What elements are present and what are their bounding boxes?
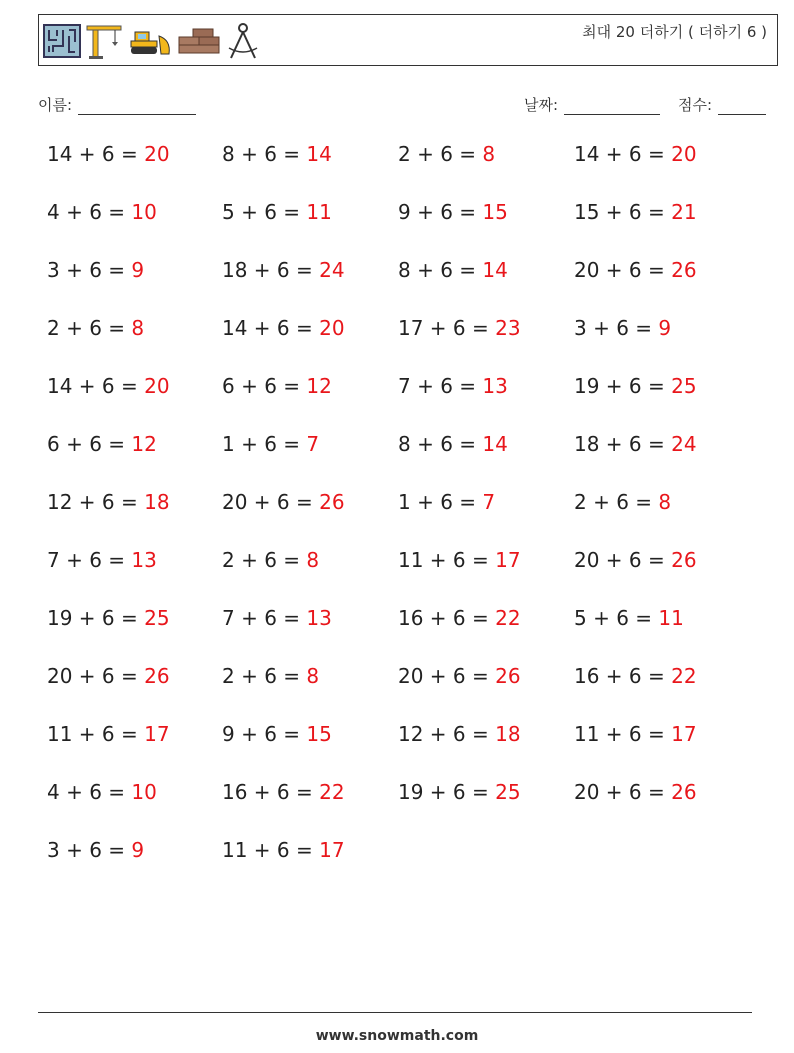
problem-answer: 9 [658, 316, 672, 340]
crane-icon [85, 22, 125, 60]
problem-question: 16 + 6 = [222, 780, 320, 804]
problem-item [47, 142, 170, 166]
problem-question: 8 + 6 = [398, 432, 483, 456]
name-blank [78, 98, 196, 115]
problem-item [222, 722, 332, 746]
problem-item [398, 374, 508, 398]
problem-item [574, 664, 697, 688]
problem-question: 15 + 6 = [574, 200, 672, 224]
problem-question: 1 + 6 = [398, 490, 483, 514]
problem-answer: 15 [306, 722, 332, 746]
bricks-icon [177, 27, 221, 55]
problem-item [222, 200, 332, 224]
problem-question: 11 + 6 = [47, 722, 145, 746]
problem-item [574, 780, 697, 804]
problem-answer: 8 [306, 664, 320, 688]
worksheet-title: 최대 20 더하기 ( 더하기 6 ) [582, 23, 767, 41]
score-label: 점수: [678, 96, 713, 114]
problem-question: 4 + 6 = [47, 780, 132, 804]
problem-item [574, 258, 697, 282]
problem-question: 5 + 6 = [222, 200, 307, 224]
problem-item [47, 838, 144, 862]
problem-question: 14 + 6 = [47, 374, 145, 398]
problem-item [222, 490, 345, 514]
problem-question: 17 + 6 = [398, 316, 496, 340]
problem-question: 20 + 6 = [574, 258, 672, 282]
worksheet-header [38, 14, 778, 66]
problem-answer: 22 [319, 780, 345, 804]
problem-item [47, 780, 157, 804]
problem-question: 2 + 6 = [398, 142, 483, 166]
problem-question: 7 + 6 = [222, 606, 307, 630]
problem-question: 2 + 6 = [222, 548, 307, 572]
score-blank [718, 98, 766, 115]
problem-item [222, 664, 319, 688]
problem-answer: 26 [671, 548, 697, 572]
problem-answer: 10 [131, 780, 157, 804]
problem-item [47, 606, 170, 630]
problem-question: 20 + 6 = [47, 664, 145, 688]
problem-question: 19 + 6 = [47, 606, 145, 630]
problem-question: 5 + 6 = [574, 606, 659, 630]
problem-item [398, 490, 495, 514]
problem-item [398, 200, 508, 224]
problem-item [574, 200, 697, 224]
problem-answer: 8 [306, 548, 320, 572]
problem-item [398, 142, 495, 166]
problem-question: 7 + 6 = [398, 374, 483, 398]
problem-answer: 8 [131, 316, 145, 340]
problem-item [47, 316, 144, 340]
problem-answer: 25 [144, 606, 170, 630]
score-field [678, 94, 766, 115]
problem-answer: 18 [144, 490, 170, 514]
name-label: 이름: [38, 96, 73, 114]
problem-answer: 12 [131, 432, 157, 456]
problem-item [398, 432, 508, 456]
problem-question: 11 + 6 = [574, 722, 672, 746]
problem-answer: 17 [319, 838, 345, 862]
problem-question: 18 + 6 = [222, 258, 320, 282]
problem-question: 12 + 6 = [47, 490, 145, 514]
problem-question: 6 + 6 = [47, 432, 132, 456]
problem-item [398, 664, 521, 688]
problem-answer: 17 [495, 548, 521, 572]
problem-item [574, 490, 671, 514]
problem-question: 1 + 6 = [222, 432, 307, 456]
problem-item [222, 606, 332, 630]
problem-question: 7 + 6 = [47, 548, 132, 572]
problem-answer: 13 [306, 606, 332, 630]
problem-answer: 21 [671, 200, 697, 224]
problem-question: 2 + 6 = [222, 664, 307, 688]
problem-answer: 13 [131, 548, 157, 572]
header-icons [43, 21, 261, 61]
problem-answer: 17 [671, 722, 697, 746]
problem-answer: 26 [144, 664, 170, 688]
problem-answer: 22 [495, 606, 521, 630]
problem-item [222, 142, 332, 166]
footer-website: www.snowmath.com [315, 1028, 479, 1044]
problem-item [398, 258, 508, 282]
problem-answer: 12 [306, 374, 332, 398]
problem-item [574, 722, 697, 746]
problem-answer: 22 [671, 664, 697, 688]
problem-item [222, 432, 319, 456]
problem-item [398, 722, 521, 746]
problem-question: 2 + 6 = [574, 490, 659, 514]
problem-answer: 26 [319, 490, 345, 514]
problem-answer: 26 [671, 780, 697, 804]
problem-item [574, 432, 697, 456]
problem-answer: 10 [131, 200, 157, 224]
problem-item [574, 374, 697, 398]
problem-item [222, 374, 332, 398]
problem-answer: 18 [495, 722, 521, 746]
problem-answer: 24 [671, 432, 697, 456]
problem-answer: 8 [482, 142, 496, 166]
problem-question: 6 + 6 = [222, 374, 307, 398]
problem-answer: 25 [671, 374, 697, 398]
problem-item [222, 838, 345, 862]
problem-question: 8 + 6 = [222, 142, 307, 166]
problem-question: 9 + 6 = [398, 200, 483, 224]
problem-item [47, 432, 157, 456]
date-label: 날짜: [524, 96, 559, 114]
name-field [38, 94, 196, 115]
problem-answer: 7 [306, 432, 320, 456]
problem-item [574, 606, 684, 630]
problem-answer: 23 [495, 316, 521, 340]
compass-icon [225, 22, 261, 60]
problem-question: 19 + 6 = [398, 780, 496, 804]
problem-question: 18 + 6 = [574, 432, 672, 456]
problem-question: 2 + 6 = [47, 316, 132, 340]
date-blank [564, 98, 660, 115]
problem-item [398, 316, 521, 340]
problem-item [574, 548, 697, 572]
problem-answer: 20 [144, 374, 170, 398]
problem-question: 20 + 6 = [222, 490, 320, 514]
problem-answer: 15 [482, 200, 508, 224]
problem-question: 20 + 6 = [398, 664, 496, 688]
problem-answer: 9 [131, 838, 145, 862]
problem-answer: 25 [495, 780, 521, 804]
problem-question: 3 + 6 = [47, 258, 132, 282]
problem-question: 12 + 6 = [398, 722, 496, 746]
problem-answer: 17 [144, 722, 170, 746]
problem-item [47, 722, 170, 746]
problem-answer: 8 [658, 490, 672, 514]
problem-item [47, 258, 144, 282]
date-field [524, 94, 660, 115]
problem-answer: 11 [658, 606, 684, 630]
footer-divider [38, 1012, 752, 1013]
problem-item [222, 316, 345, 340]
problem-answer: 26 [495, 664, 521, 688]
problem-question: 16 + 6 = [398, 606, 496, 630]
problem-question: 14 + 6 = [574, 142, 672, 166]
maze-icon [43, 24, 81, 58]
problem-answer: 20 [319, 316, 345, 340]
problem-item [574, 142, 697, 166]
problem-item [222, 548, 319, 572]
problem-item [47, 664, 170, 688]
problem-item [47, 490, 170, 514]
problem-question: 20 + 6 = [574, 548, 672, 572]
problem-answer: 14 [482, 432, 508, 456]
problem-question: 16 + 6 = [574, 664, 672, 688]
problem-answer: 20 [671, 142, 697, 166]
problem-question: 3 + 6 = [47, 838, 132, 862]
problem-question: 8 + 6 = [398, 258, 483, 282]
bulldozer-icon [129, 26, 173, 56]
problem-answer: 24 [319, 258, 345, 282]
problem-answer: 26 [671, 258, 697, 282]
problem-answer: 7 [482, 490, 496, 514]
problem-item [574, 316, 671, 340]
problem-item [47, 374, 170, 398]
problem-answer: 11 [306, 200, 332, 224]
problem-answer: 14 [306, 142, 332, 166]
problem-item [398, 606, 521, 630]
problem-question: 3 + 6 = [574, 316, 659, 340]
problem-question: 14 + 6 = [47, 142, 145, 166]
problem-question: 14 + 6 = [222, 316, 320, 340]
problem-question: 20 + 6 = [574, 780, 672, 804]
problem-item [222, 258, 345, 282]
problem-answer: 20 [144, 142, 170, 166]
problem-question: 9 + 6 = [222, 722, 307, 746]
problem-item [47, 200, 157, 224]
problem-question: 19 + 6 = [574, 374, 672, 398]
problem-answer: 9 [131, 258, 145, 282]
problem-question: 4 + 6 = [47, 200, 132, 224]
problem-question: 11 + 6 = [222, 838, 320, 862]
problem-answer: 14 [482, 258, 508, 282]
problem-item [47, 548, 157, 572]
problem-item [398, 780, 521, 804]
problem-question: 11 + 6 = [398, 548, 496, 572]
problem-item [222, 780, 345, 804]
problem-answer: 13 [482, 374, 508, 398]
problem-item [398, 548, 521, 572]
